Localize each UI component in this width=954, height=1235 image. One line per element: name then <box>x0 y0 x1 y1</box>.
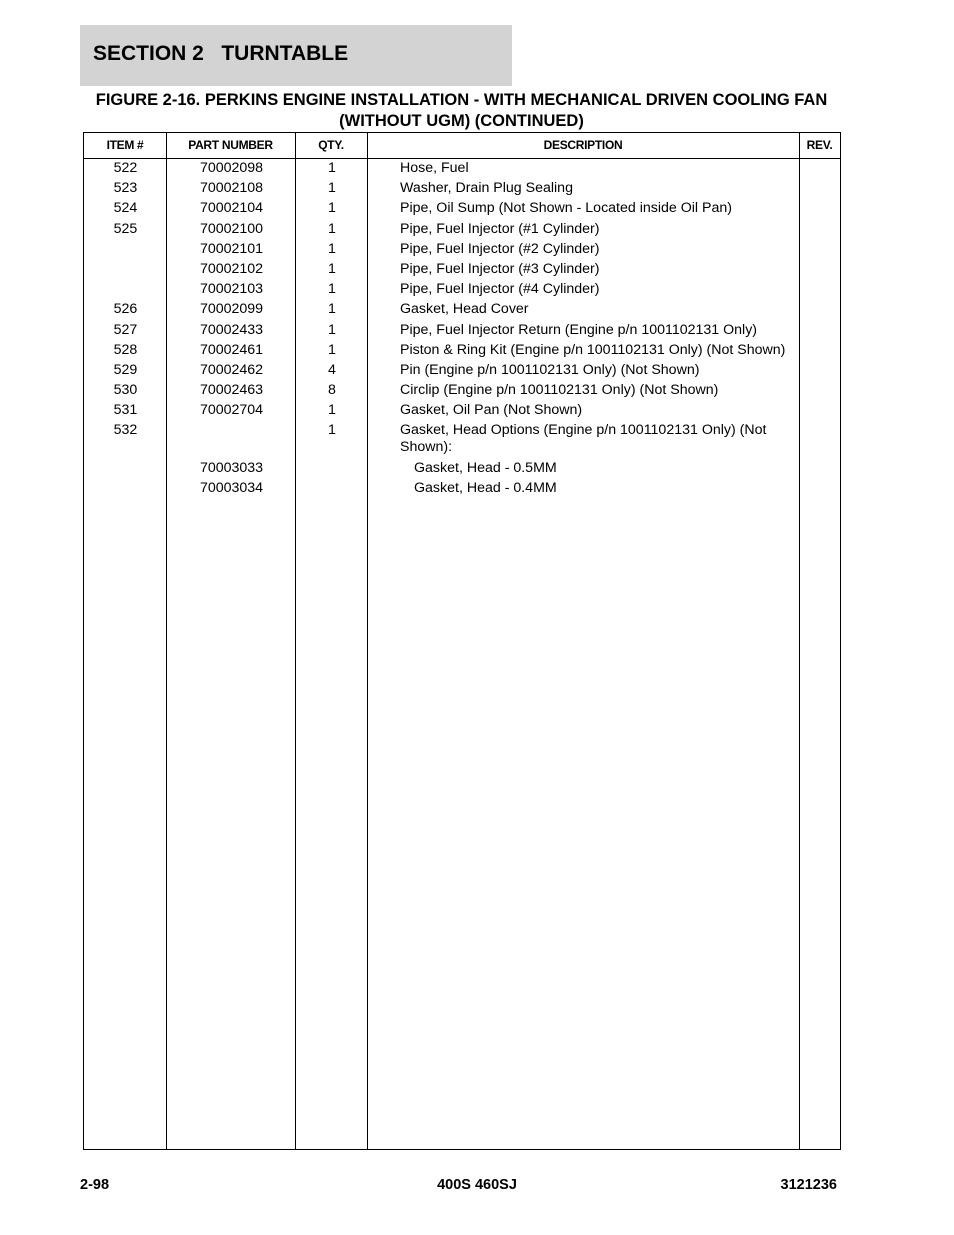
table-row <box>84 402 840 422</box>
description: Pin (Engine p/n 1001102131 Only) (Not Shown) <box>400 361 700 378</box>
footer-model: 400S 460SJ <box>437 1177 517 1193</box>
table-row <box>84 200 840 220</box>
description: Gasket, Oil Pan (Not Shown) <box>400 402 583 419</box>
description: Circlip (Engine p/n 1001102131 Only) (Not Shown) <box>400 382 719 399</box>
table-row <box>84 261 840 281</box>
part-number: 70002102 <box>199 260 264 277</box>
table-row <box>84 422 840 460</box>
part-number: 70002433 <box>199 321 264 338</box>
item-number: 525 <box>113 220 138 237</box>
description: Pipe, Fuel Injector (#4 Cylinder) <box>400 281 600 298</box>
part-number: 70002704 <box>199 402 264 419</box>
quantity: 1 <box>328 200 336 217</box>
table-row <box>84 241 840 261</box>
part-number: 70002099 <box>199 301 264 318</box>
table-body <box>84 160 840 500</box>
table-row <box>84 301 840 321</box>
section-banner <box>80 25 512 86</box>
item-number: 526 <box>113 301 138 318</box>
figure-title: FIGURE 2-16. PERKINS ENGINE INSTALLATION - WITH MECHANICAL DRIVEN COOLING FAN (WITHOUT UGM) (CONTINUED) <box>95 91 828 130</box>
item-number: 528 <box>113 341 138 358</box>
quantity: 1 <box>328 402 336 419</box>
part-number: 70002103 <box>199 281 264 298</box>
quantity: 1 <box>328 422 336 439</box>
quantity: 1 <box>328 341 336 358</box>
footer-doc-number: 3121236 <box>780 1177 837 1193</box>
quantity: 1 <box>328 281 336 298</box>
part-number: 70002098 <box>199 160 264 176</box>
part-number: 70002462 <box>199 361 264 378</box>
item-number: 524 <box>113 200 138 217</box>
item-number: 530 <box>113 382 138 399</box>
quantity: 1 <box>328 160 336 176</box>
description: Pipe, Fuel Injector (#2 Cylinder) <box>400 240 600 257</box>
part-number: 70002108 <box>199 180 264 197</box>
quantity: 1 <box>328 301 336 318</box>
item-number: 523 <box>113 180 138 197</box>
item-number: 522 <box>113 160 138 176</box>
description: Gasket, Head - 0.4MM <box>414 480 557 497</box>
description: Gasket, Head Options (Engine p/n 1001102131 Only) (Not Shown): <box>400 422 767 455</box>
table-row <box>84 221 840 241</box>
table-row <box>84 362 840 382</box>
part-number: 70003033 <box>199 459 264 476</box>
description: Pipe, Fuel Injector (#1 Cylinder) <box>400 220 600 237</box>
table-row <box>84 281 840 301</box>
part-number: 70002463 <box>199 382 264 399</box>
header-item: ITEM # <box>106 138 144 152</box>
quantity: 4 <box>328 361 336 378</box>
description: Washer, Drain Plug Sealing <box>400 180 573 197</box>
part-number: 70002100 <box>199 220 264 237</box>
table-row <box>84 480 840 500</box>
section-title: SECTION 2 TURNTABLE <box>93 41 349 65</box>
header-rev: REV. <box>806 138 833 152</box>
part-number: 70003034 <box>199 480 264 497</box>
table-row <box>84 322 840 342</box>
part-number: 70002104 <box>199 200 264 217</box>
item-number: 529 <box>113 361 138 378</box>
quantity: 8 <box>328 382 336 399</box>
description: Pipe, Fuel Injector Return (Engine p/n 1001102131 Only) <box>400 321 758 338</box>
table-row <box>84 342 840 362</box>
header-qty: QTY. <box>318 138 344 152</box>
table-row <box>84 160 840 180</box>
item-number: 527 <box>113 321 138 338</box>
quantity: 1 <box>328 260 336 277</box>
table-row <box>84 180 840 200</box>
footer-page-number: 2-98 <box>80 1177 110 1193</box>
quantity: 1 <box>328 240 336 257</box>
parts-table <box>83 132 841 1150</box>
description: Hose, Fuel <box>400 160 469 176</box>
description: Pipe, Fuel Injector (#3 Cylinder) <box>400 260 600 277</box>
quantity: 1 <box>328 321 336 338</box>
description: Gasket, Head - 0.5MM <box>414 459 557 476</box>
description: Pipe, Oil Sump (Not Shown - Located inside Oil Pan) <box>400 200 732 217</box>
part-number: 70002461 <box>199 341 264 358</box>
header-divider <box>84 158 840 159</box>
part-number: 70002101 <box>199 240 264 257</box>
description: Piston & Ring Kit (Engine p/n 1001102131 Only) (Not Shown) <box>400 341 786 358</box>
item-number: 532 <box>113 422 138 439</box>
header-part-number: PART NUMBER <box>188 138 273 152</box>
header-description: DESCRIPTION <box>543 138 623 152</box>
quantity: 1 <box>328 180 336 197</box>
table-row <box>84 382 840 402</box>
description: Gasket, Head Cover <box>400 301 529 318</box>
item-number: 531 <box>113 402 138 419</box>
table-row <box>84 460 840 480</box>
quantity: 1 <box>328 220 336 237</box>
